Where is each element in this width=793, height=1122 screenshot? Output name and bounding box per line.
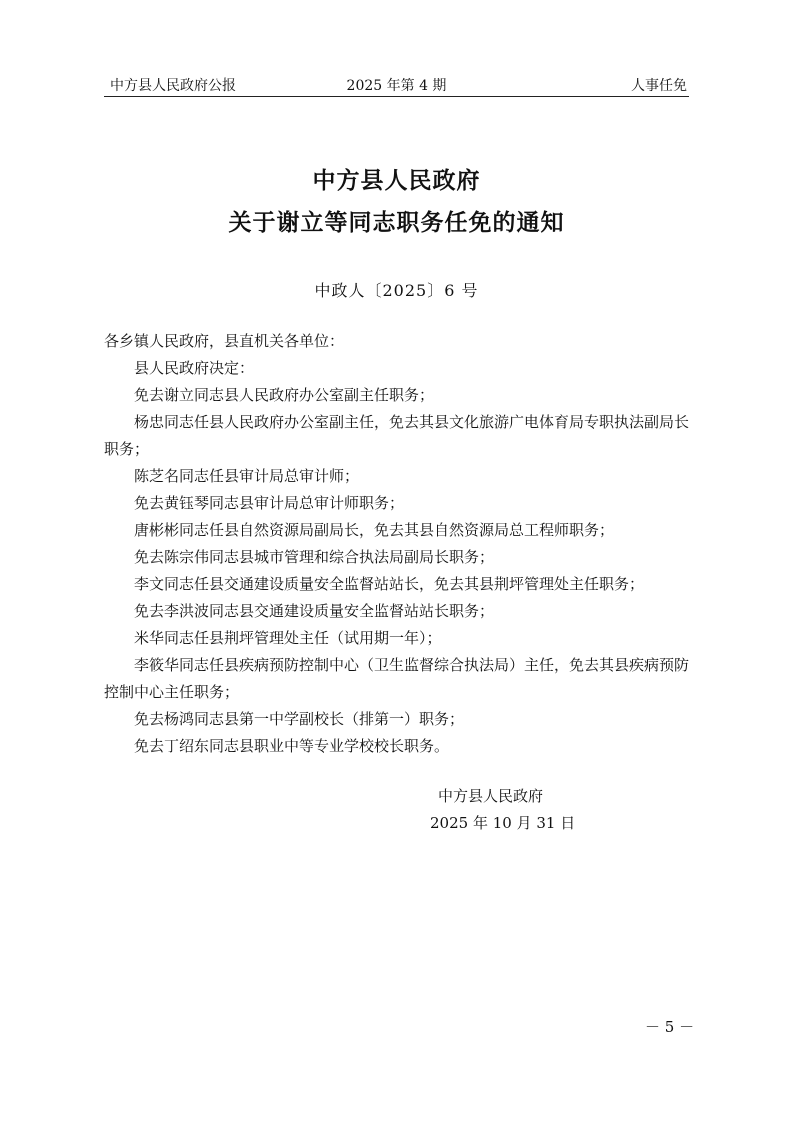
paragraph: 李文同志任县交通建设质量安全监督站站长，免去其县荆坪管理处主任职务； xyxy=(134,575,645,593)
paragraph: 唐彬彬同志任县自然资源局副局长，免去其县自然资源局总工程师职务； xyxy=(134,521,615,539)
header-issue: 2025 年第 4 期 xyxy=(346,78,447,94)
paragraph: 免去杨鸿同志县第一中学副校长（排第一）职务； xyxy=(134,710,465,728)
signature-date: 2025 年 10 月 31 日 xyxy=(430,814,576,832)
paragraph: 免去李洪波同志县交通建设质量安全监督站站长职务； xyxy=(134,602,495,620)
document-title-line1: 中方县人民政府 xyxy=(312,167,481,194)
signature-organization: 中方县人民政府 xyxy=(438,787,544,805)
document-body xyxy=(104,328,689,760)
paragraph: 县人民政府决定： xyxy=(134,359,255,377)
paragraph: 免去谢立同志县人民政府办公室副主任职务； xyxy=(134,386,435,404)
document-number: 中政人〔2025〕6 号 xyxy=(314,281,479,300)
header-section: 人事任免 xyxy=(631,78,687,94)
paragraph: 免去陈宗伟同志县城市管理和综合执法局副局长职务； xyxy=(134,548,495,566)
page-header xyxy=(104,76,689,97)
header-publication: 中方县人民政府公报 xyxy=(110,78,236,94)
document-title-line2: 关于谢立等同志职务任免的通知 xyxy=(228,209,565,236)
paragraph: 米华同志任县荆坪管理处主任（试用期一年）； xyxy=(134,629,442,647)
paragraph: 免去丁绍东同志县职业中等专业学校校长职务。 xyxy=(134,737,450,755)
paragraph: 杨忠同志任县人民政府办公室副主任，免去其县文化旅游广电体育局专职执法副局长职务； xyxy=(104,413,690,458)
page-number: － 5 － xyxy=(645,1018,695,1036)
salutation: 各乡镇人民政府，县直机关各单位： xyxy=(104,332,345,350)
paragraph: 李筱华同志任县疾病预防控制中心（卫生监督综合执法局）主任，免去其县疾病预防控制中心主任职务； xyxy=(104,656,690,701)
paragraph: 陈芝名同志任县审计局总审计师； xyxy=(134,467,360,485)
paragraph: 免去黄钰琴同志县审计局总审计师职务； xyxy=(134,494,405,512)
